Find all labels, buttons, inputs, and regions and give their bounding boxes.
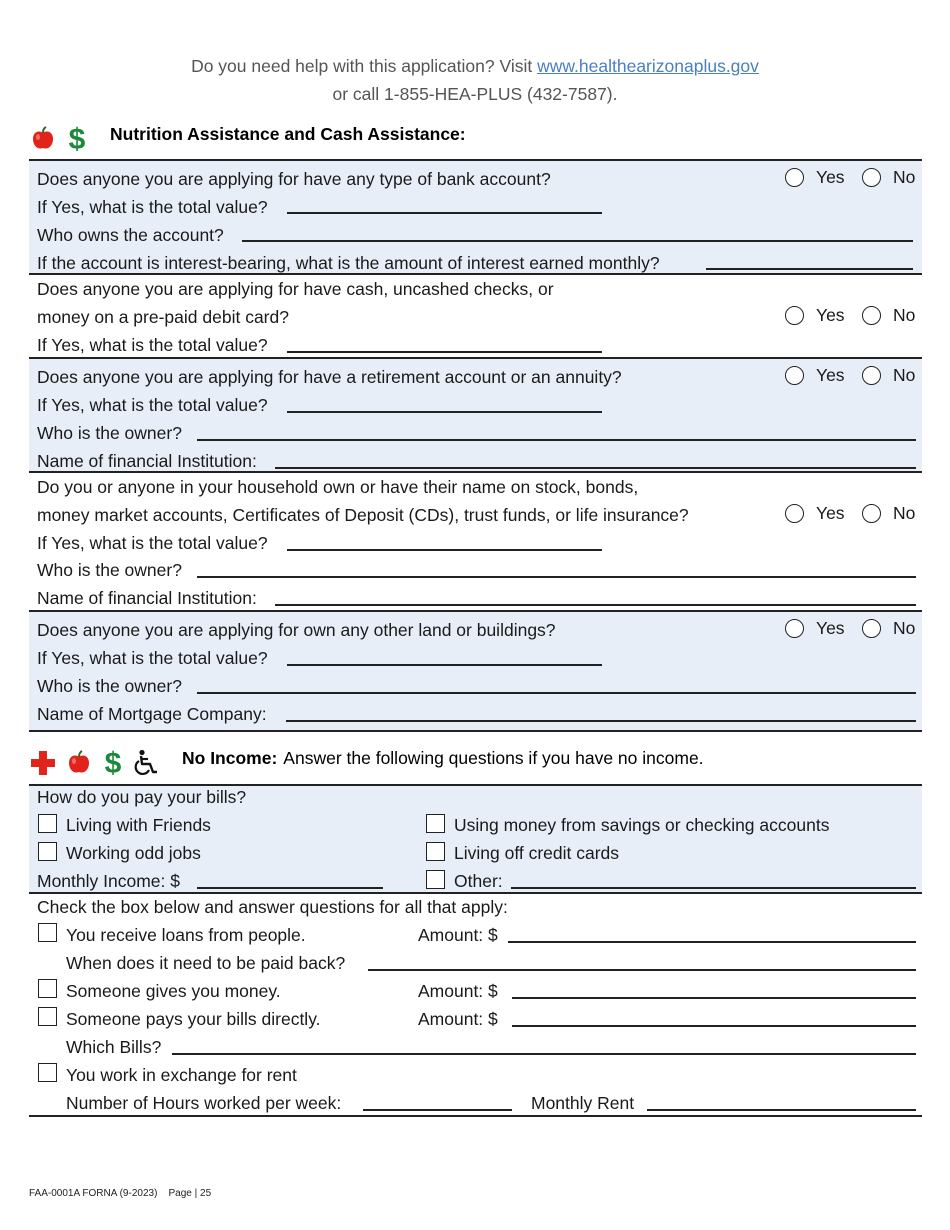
bank-interest-field[interactable] (706, 268, 913, 270)
pays-bills-checkbox[interactable] (38, 1007, 57, 1026)
bank-account-no[interactable]: No (862, 167, 915, 188)
radio-circle-icon (862, 504, 881, 523)
divider (29, 471, 922, 473)
land-total-field[interactable] (287, 664, 602, 666)
pays-amount-field[interactable] (512, 1025, 916, 1027)
pays-bills-label: Someone pays your bills directly. (66, 1009, 321, 1029)
radio-circle-icon (785, 504, 804, 523)
cash-total-field[interactable] (287, 351, 602, 353)
monthly-income-field[interactable] (197, 887, 383, 889)
section-nutrition-cash-heading (30, 124, 466, 154)
svg-text:$: $ (104, 748, 122, 778)
paid-back-field[interactable] (368, 969, 916, 971)
section-title: No Income: (182, 747, 278, 768)
other-label: Other: (454, 871, 503, 891)
monthly-income-label: Monthly Income: $ (37, 871, 180, 891)
monthly-rent-field[interactable] (647, 1109, 916, 1111)
credit-checkbox[interactable] (426, 842, 445, 861)
land-no[interactable]: No (862, 618, 915, 639)
gives-amount-label: Amount: $ (418, 981, 498, 1001)
stocks-institution-label: Name of financial Institution: (37, 588, 257, 608)
bank-interest-label: If the account is interest-bearing, what is the amount of interest earned monthly? (37, 253, 660, 273)
cash-yes[interactable]: Yes (785, 305, 845, 326)
divider (29, 730, 922, 732)
apple-icon (66, 750, 92, 776)
retirement-institution-label: Name of financial Institution: (37, 451, 257, 471)
friends-label: Living with Friends (66, 815, 211, 835)
retirement-owner-field[interactable] (197, 439, 916, 441)
section-no-income-heading (30, 748, 704, 778)
radio-circle-icon (862, 168, 881, 187)
cash-question-line2: money on a pre-paid debit card? (37, 307, 289, 327)
savings-label: Using money from savings or checking accounts (454, 815, 830, 835)
svg-text:$: $ (68, 124, 86, 154)
radio-circle-icon (785, 366, 804, 385)
paid-back-label: When does it need to be paid back? (66, 953, 346, 973)
friends-checkbox[interactable] (38, 814, 57, 833)
bank-total-field[interactable] (287, 212, 602, 214)
stocks-total-label: If Yes, what is the total value? (37, 533, 268, 553)
mortgage-label: Name of Mortgage Company: (37, 704, 267, 724)
hours-field[interactable] (363, 1109, 512, 1111)
land-question: Does anyone you are applying for own any other land or buildings? (37, 620, 556, 640)
land-yes[interactable]: Yes (785, 618, 845, 639)
loans-label: You receive loans from people. (66, 925, 306, 945)
bank-total-label: If Yes, what is the total value? (37, 197, 268, 217)
land-owner-label: Who is the owner? (37, 676, 182, 696)
cash-question-line1: Does anyone you are applying for have cash, uncashed checks, or (37, 279, 554, 299)
which-bills-label: Which Bills? (66, 1037, 162, 1057)
bank-owner-label: Who owns the account? (37, 225, 224, 245)
cash-no[interactable]: No (862, 305, 915, 326)
help-phone: or call 1-855-HEA-PLUS (432-7587). (332, 84, 618, 104)
stocks-owner-label: Who is the owner? (37, 560, 182, 580)
bank-owner-field[interactable] (242, 240, 913, 242)
gives-money-label: Someone gives you money. (66, 981, 281, 1001)
land-total-label: If Yes, what is the total value? (37, 648, 268, 668)
monthly-rent-label: Monthly Rent (531, 1093, 635, 1113)
radio-circle-icon (785, 619, 804, 638)
odd-jobs-label: Working odd jobs (66, 843, 201, 863)
land-owner-field[interactable] (197, 692, 916, 694)
cash-total-label: If Yes, what is the total value? (37, 335, 268, 355)
wheelchair-icon (134, 749, 160, 777)
stocks-owner-field[interactable] (197, 576, 916, 578)
bills-question: How do you pay your bills? (37, 787, 247, 807)
stocks-question-line1: Do you or anyone in your household own or have their name on stock, bonds, (37, 477, 639, 497)
radio-circle-icon (785, 306, 804, 325)
stocks-question-line2: money market accounts, Certificates of Deposit (CDs), trust funds, or life insurance? (37, 505, 689, 525)
other-checkbox[interactable] (426, 870, 445, 889)
retirement-no[interactable]: No (862, 365, 915, 386)
which-bills-field[interactable] (172, 1053, 916, 1055)
medical-cross-icon (30, 750, 56, 776)
stocks-yes[interactable]: Yes (785, 503, 845, 524)
stocks-no[interactable]: No (862, 503, 915, 524)
section-title: Nutrition Assistance and Cash Assistance: (110, 123, 466, 144)
stocks-total-field[interactable] (287, 549, 602, 551)
radio-circle-icon (785, 168, 804, 187)
mortgage-field[interactable] (286, 720, 916, 722)
footer: FAA-0001A FORNA (9-2023) Page | 25 (29, 1188, 212, 1199)
dollar-icon (66, 124, 88, 154)
work-rent-checkbox[interactable] (38, 1063, 57, 1082)
retirement-total-label: If Yes, what is the total value? (37, 395, 268, 415)
section-subtitle: Answer the following questions if you have no income. (283, 747, 704, 768)
loans-amount-field[interactable] (508, 941, 916, 943)
retirement-total-field[interactable] (287, 411, 602, 413)
radio-circle-icon (862, 366, 881, 385)
retirement-yes[interactable]: Yes (785, 365, 845, 386)
loans-amount-label: Amount: $ (418, 925, 498, 945)
gives-money-checkbox[interactable] (38, 979, 57, 998)
credit-label: Living off credit cards (454, 843, 620, 863)
help-banner (0, 52, 950, 108)
work-rent-label: You work in exchange for rent (66, 1065, 297, 1085)
stocks-institution-field[interactable] (275, 604, 916, 606)
other-field[interactable] (511, 887, 916, 889)
help-text: Do you need help with this application? Visit (191, 56, 538, 76)
retirement-institution-field[interactable] (275, 467, 916, 469)
divider (29, 273, 922, 275)
gives-amount-field[interactable] (512, 997, 916, 999)
website-link[interactable]: www.healthearizonaplus.gov (537, 56, 759, 76)
divider (29, 892, 922, 894)
radio-circle-icon (862, 306, 881, 325)
apply-intro: Check the box below and answer questions for all that apply: (37, 897, 508, 917)
savings-checkbox[interactable] (426, 814, 445, 833)
bank-account-question: Does anyone you are applying for have any type of bank account? (37, 169, 551, 189)
apple-icon (30, 126, 56, 152)
bank-account-yes[interactable]: Yes (785, 167, 845, 188)
radio-circle-icon (862, 619, 881, 638)
dollar-icon (102, 748, 124, 778)
hours-label: Number of Hours worked per week: (66, 1093, 342, 1113)
loans-checkbox[interactable] (38, 923, 57, 942)
retirement-question: Does anyone you are applying for have a retirement account or an annuity? (37, 367, 622, 387)
pays-amount-label: Amount: $ (418, 1009, 498, 1029)
retirement-owner-label: Who is the owner? (37, 423, 182, 443)
odd-jobs-checkbox[interactable] (38, 842, 57, 861)
divider (29, 1115, 922, 1117)
